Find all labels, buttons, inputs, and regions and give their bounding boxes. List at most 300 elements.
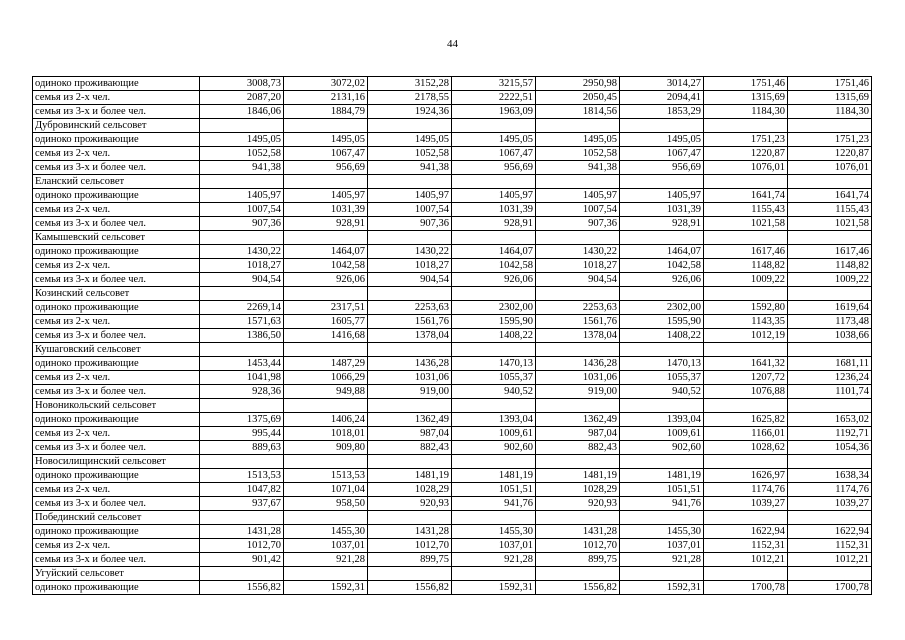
table-cell: 1470,13 bbox=[452, 357, 536, 371]
table-cell: 1143,35 bbox=[704, 315, 788, 329]
table-cell: 1037,01 bbox=[452, 539, 536, 553]
table-cell: 1617,46 bbox=[788, 245, 872, 259]
table-cell: 941,38 bbox=[368, 161, 452, 175]
table-cell: 956,69 bbox=[284, 161, 368, 175]
table-cell bbox=[452, 511, 536, 525]
table-cell bbox=[284, 175, 368, 189]
row-label: Угуйский сельсовет bbox=[33, 567, 200, 581]
table-cell: 1051,51 bbox=[452, 483, 536, 497]
table-cell bbox=[536, 175, 620, 189]
table-cell: 1455,30 bbox=[284, 525, 368, 539]
table-cell: 1166,01 bbox=[704, 427, 788, 441]
table-cell: 928,91 bbox=[452, 217, 536, 231]
table-row bbox=[33, 469, 872, 483]
table-cell bbox=[788, 231, 872, 245]
table-cell bbox=[788, 455, 872, 469]
table-cell bbox=[620, 231, 704, 245]
table-cell: 1028,62 bbox=[704, 441, 788, 455]
table-cell: 1220,87 bbox=[788, 147, 872, 161]
table-cell: 1430,22 bbox=[536, 245, 620, 259]
table-cell: 919,00 bbox=[536, 385, 620, 399]
table-row bbox=[33, 539, 872, 553]
row-label: семья из 2-х чел. bbox=[33, 427, 200, 441]
table-cell: 1052,58 bbox=[368, 147, 452, 161]
table-cell: 1012,70 bbox=[536, 539, 620, 553]
table-cell: 1021,58 bbox=[788, 217, 872, 231]
table-cell: 2302,00 bbox=[620, 301, 704, 315]
table-cell: 1028,29 bbox=[368, 483, 452, 497]
table-cell: 3152,28 bbox=[368, 77, 452, 91]
table-cell bbox=[200, 119, 284, 133]
table-cell bbox=[452, 567, 536, 581]
tariff-table bbox=[32, 76, 872, 595]
table-row bbox=[33, 581, 872, 595]
table-cell: 1038,66 bbox=[788, 329, 872, 343]
row-label: семья из 2-х чел. bbox=[33, 371, 200, 385]
table-cell bbox=[200, 567, 284, 581]
table-cell: 920,93 bbox=[368, 497, 452, 511]
table-row bbox=[33, 343, 872, 357]
table-cell: 1007,54 bbox=[200, 203, 284, 217]
table-cell bbox=[536, 511, 620, 525]
table-cell bbox=[452, 119, 536, 133]
row-label: семья из 2-х чел. bbox=[33, 91, 200, 105]
table-cell: 2222,51 bbox=[452, 91, 536, 105]
table-cell: 1814,56 bbox=[536, 105, 620, 119]
row-label: семья из 3-х и более чел. bbox=[33, 273, 200, 287]
table-row bbox=[33, 203, 872, 217]
table-cell bbox=[536, 399, 620, 413]
table-cell: 1853,29 bbox=[620, 105, 704, 119]
table-cell: 1393,04 bbox=[452, 413, 536, 427]
table-cell bbox=[200, 455, 284, 469]
table-cell: 1619,64 bbox=[788, 301, 872, 315]
table-cell: 1076,01 bbox=[704, 161, 788, 175]
table-cell: 1481,19 bbox=[368, 469, 452, 483]
row-label: Новосилищинский сельсовет bbox=[33, 455, 200, 469]
table-cell: 920,93 bbox=[536, 497, 620, 511]
table-cell bbox=[284, 287, 368, 301]
table-cell bbox=[452, 343, 536, 357]
table-cell: 1481,19 bbox=[620, 469, 704, 483]
table-cell: 956,69 bbox=[620, 161, 704, 175]
table-row bbox=[33, 301, 872, 315]
table-cell bbox=[704, 119, 788, 133]
table-cell: 1101,74 bbox=[788, 385, 872, 399]
table-cell: 1148,82 bbox=[704, 259, 788, 273]
table-cell: 1031,39 bbox=[452, 203, 536, 217]
table-cell: 1436,28 bbox=[536, 357, 620, 371]
table-cell: 1042,58 bbox=[452, 259, 536, 273]
table-cell bbox=[788, 511, 872, 525]
table-cell: 1481,19 bbox=[536, 469, 620, 483]
table-cell: 1405,97 bbox=[452, 189, 536, 203]
table-cell: 1405,97 bbox=[368, 189, 452, 203]
table-cell: 1495,05 bbox=[620, 133, 704, 147]
table-row bbox=[33, 259, 872, 273]
table-cell: 1464,07 bbox=[620, 245, 704, 259]
table-cell: 882,43 bbox=[536, 441, 620, 455]
table-row bbox=[33, 511, 872, 525]
table-cell: 1751,46 bbox=[788, 77, 872, 91]
table-cell: 1641,74 bbox=[788, 189, 872, 203]
table-cell bbox=[536, 455, 620, 469]
table-cell: 1455,30 bbox=[620, 525, 704, 539]
table-cell bbox=[704, 567, 788, 581]
table-cell: 1638,34 bbox=[788, 469, 872, 483]
table-row bbox=[33, 455, 872, 469]
table-cell: 1405,97 bbox=[536, 189, 620, 203]
table-cell: 1067,47 bbox=[284, 147, 368, 161]
table-cell: 941,76 bbox=[620, 497, 704, 511]
table-row bbox=[33, 525, 872, 539]
table-cell: 907,36 bbox=[536, 217, 620, 231]
row-label: семья из 3-х и более чел. bbox=[33, 385, 200, 399]
table-cell: 1751,23 bbox=[704, 133, 788, 147]
table-cell: 1220,87 bbox=[704, 147, 788, 161]
table-cell: 1054,36 bbox=[788, 441, 872, 455]
table-cell: 1174,76 bbox=[788, 483, 872, 497]
table-cell: 956,69 bbox=[452, 161, 536, 175]
table-cell: 1037,01 bbox=[620, 539, 704, 553]
table-row bbox=[33, 371, 872, 385]
table-cell: 1416,68 bbox=[284, 329, 368, 343]
table-cell: 1378,04 bbox=[368, 329, 452, 343]
row-label: одиноко проживающие bbox=[33, 413, 200, 427]
table-cell bbox=[704, 343, 788, 357]
table-cell: 940,52 bbox=[452, 385, 536, 399]
table-cell bbox=[284, 567, 368, 581]
table-cell: 1315,69 bbox=[788, 91, 872, 105]
table-cell: 907,36 bbox=[368, 217, 452, 231]
row-label: семья из 3-х и более чел. bbox=[33, 441, 200, 455]
table-cell bbox=[620, 175, 704, 189]
table-cell: 2087,20 bbox=[200, 91, 284, 105]
table-cell: 1963,09 bbox=[452, 105, 536, 119]
table-cell: 1012,21 bbox=[788, 553, 872, 567]
table-cell: 1018,27 bbox=[536, 259, 620, 273]
table-row bbox=[33, 329, 872, 343]
table-cell: 1031,06 bbox=[368, 371, 452, 385]
table-cell: 1846,06 bbox=[200, 105, 284, 119]
row-label: семья из 3-х и более чел. bbox=[33, 497, 200, 511]
table-cell: 1464,07 bbox=[284, 245, 368, 259]
table-cell bbox=[200, 399, 284, 413]
row-label: семья из 2-х чел. bbox=[33, 539, 200, 553]
table-cell: 1622,94 bbox=[704, 525, 788, 539]
table-cell: 1430,22 bbox=[200, 245, 284, 259]
table-cell: 1487,29 bbox=[284, 357, 368, 371]
table-cell: 1362,49 bbox=[536, 413, 620, 427]
table-cell: 3215,57 bbox=[452, 77, 536, 91]
table-cell: 1155,43 bbox=[788, 203, 872, 217]
table-cell: 1495,05 bbox=[452, 133, 536, 147]
table-cell: 1592,31 bbox=[452, 581, 536, 595]
table-cell: 1009,22 bbox=[704, 273, 788, 287]
table-row bbox=[33, 287, 872, 301]
table-cell: 2950,98 bbox=[536, 77, 620, 91]
table-cell bbox=[620, 343, 704, 357]
table-cell: 904,54 bbox=[536, 273, 620, 287]
table-cell: 1236,24 bbox=[788, 371, 872, 385]
table-cell: 901,42 bbox=[200, 553, 284, 567]
table-cell: 921,28 bbox=[620, 553, 704, 567]
table-cell: 1592,31 bbox=[284, 581, 368, 595]
table-cell bbox=[452, 287, 536, 301]
table-cell: 2050,45 bbox=[536, 91, 620, 105]
row-label: Камышевский сельсовет bbox=[33, 231, 200, 245]
table-cell: 1155,43 bbox=[704, 203, 788, 217]
table-cell: 1495,05 bbox=[200, 133, 284, 147]
table-cell: 1041,98 bbox=[200, 371, 284, 385]
table-cell: 909,80 bbox=[284, 441, 368, 455]
table-cell: 3008,73 bbox=[200, 77, 284, 91]
table-cell bbox=[368, 399, 452, 413]
row-label: одиноко проживающие bbox=[33, 581, 200, 595]
table-cell: 1012,21 bbox=[704, 553, 788, 567]
table-row bbox=[33, 427, 872, 441]
table-cell bbox=[620, 119, 704, 133]
table-cell: 1495,05 bbox=[284, 133, 368, 147]
table-cell: 3014,27 bbox=[620, 77, 704, 91]
table-cell: 1207,72 bbox=[704, 371, 788, 385]
row-label: семья из 2-х чел. bbox=[33, 147, 200, 161]
table-cell bbox=[368, 511, 452, 525]
table-row bbox=[33, 175, 872, 189]
table-cell: 1561,76 bbox=[368, 315, 452, 329]
table-row bbox=[33, 413, 872, 427]
table-cell bbox=[200, 287, 284, 301]
table-cell bbox=[368, 567, 452, 581]
table-cell: 1605,77 bbox=[284, 315, 368, 329]
table-cell: 1375,69 bbox=[200, 413, 284, 427]
table-cell: 1408,22 bbox=[452, 329, 536, 343]
table-cell: 2269,14 bbox=[200, 301, 284, 315]
table-cell bbox=[284, 343, 368, 357]
table-cell: 1626,97 bbox=[704, 469, 788, 483]
table-cell: 1495,05 bbox=[536, 133, 620, 147]
table-cell: 1007,54 bbox=[536, 203, 620, 217]
table-cell: 1071,04 bbox=[284, 483, 368, 497]
table-cell: 1039,27 bbox=[704, 497, 788, 511]
table-cell: 1430,22 bbox=[368, 245, 452, 259]
table-cell bbox=[452, 399, 536, 413]
row-label: одиноко проживающие bbox=[33, 77, 200, 91]
row-label: семья из 2-х чел. bbox=[33, 483, 200, 497]
row-label: Дубровинский сельсовет bbox=[33, 119, 200, 133]
table-cell: 1495,05 bbox=[368, 133, 452, 147]
table-cell: 1076,01 bbox=[788, 161, 872, 175]
table-cell: 1192,71 bbox=[788, 427, 872, 441]
table-cell: 926,06 bbox=[620, 273, 704, 287]
table-cell: 941,38 bbox=[536, 161, 620, 175]
table-row bbox=[33, 273, 872, 287]
table-row bbox=[33, 399, 872, 413]
table-cell: 1047,82 bbox=[200, 483, 284, 497]
table-cell: 928,36 bbox=[200, 385, 284, 399]
table-cell bbox=[368, 287, 452, 301]
table-cell: 2317,51 bbox=[284, 301, 368, 315]
table-cell: 1595,90 bbox=[620, 315, 704, 329]
table-cell: 1393,04 bbox=[620, 413, 704, 427]
table-cell bbox=[368, 119, 452, 133]
table-cell: 1031,06 bbox=[536, 371, 620, 385]
table-cell: 937,67 bbox=[200, 497, 284, 511]
row-label: Еланский сельсовет bbox=[33, 175, 200, 189]
table-row bbox=[33, 77, 872, 91]
table-cell: 1641,74 bbox=[704, 189, 788, 203]
table-row bbox=[33, 315, 872, 329]
table-row bbox=[33, 483, 872, 497]
table-cell bbox=[704, 455, 788, 469]
table-cell: 1751,46 bbox=[704, 77, 788, 91]
table-body bbox=[33, 77, 872, 595]
table-row bbox=[33, 189, 872, 203]
table-cell: 3072,02 bbox=[284, 77, 368, 91]
table-cell: 1012,70 bbox=[368, 539, 452, 553]
page-number: 44 bbox=[447, 38, 458, 50]
table-cell: 889,63 bbox=[200, 441, 284, 455]
table-cell: 2253,63 bbox=[536, 301, 620, 315]
table-cell bbox=[368, 343, 452, 357]
table-row bbox=[33, 133, 872, 147]
table-cell: 1513,53 bbox=[284, 469, 368, 483]
row-label: семья из 3-х и более чел. bbox=[33, 217, 200, 231]
table-cell: 941,76 bbox=[452, 497, 536, 511]
table-cell: 904,54 bbox=[368, 273, 452, 287]
table-cell: 1021,58 bbox=[704, 217, 788, 231]
table-row bbox=[33, 385, 872, 399]
table-cell bbox=[788, 399, 872, 413]
table-cell: 987,04 bbox=[536, 427, 620, 441]
table-cell bbox=[368, 455, 452, 469]
table-cell: 1037,01 bbox=[284, 539, 368, 553]
table-cell: 1315,69 bbox=[704, 91, 788, 105]
table-row bbox=[33, 245, 872, 259]
row-label: семья из 2-х чел. bbox=[33, 259, 200, 273]
row-label: семья из 3-х и более чел. bbox=[33, 553, 200, 567]
table-cell: 1028,29 bbox=[536, 483, 620, 497]
table-cell: 1431,28 bbox=[536, 525, 620, 539]
row-label: семья из 3-х и более чел. bbox=[33, 105, 200, 119]
table-row bbox=[33, 553, 872, 567]
table-cell: 2094,41 bbox=[620, 91, 704, 105]
table-cell: 1007,54 bbox=[368, 203, 452, 217]
table-cell: 1052,58 bbox=[200, 147, 284, 161]
table-cell: 919,00 bbox=[368, 385, 452, 399]
table-cell bbox=[536, 119, 620, 133]
table-cell bbox=[788, 343, 872, 357]
table-cell: 1751,23 bbox=[788, 133, 872, 147]
table-cell: 940,52 bbox=[620, 385, 704, 399]
table-cell bbox=[704, 287, 788, 301]
table-cell: 1067,47 bbox=[452, 147, 536, 161]
row-label: одиноко проживающие bbox=[33, 245, 200, 259]
table-cell: 1042,58 bbox=[620, 259, 704, 273]
table-cell: 1571,63 bbox=[200, 315, 284, 329]
table-cell: 1184,30 bbox=[788, 105, 872, 119]
table-row bbox=[33, 147, 872, 161]
table-cell: 899,75 bbox=[368, 553, 452, 567]
table-cell bbox=[536, 231, 620, 245]
table-cell: 1431,28 bbox=[200, 525, 284, 539]
table-cell: 1052,58 bbox=[536, 147, 620, 161]
table-cell: 1653,02 bbox=[788, 413, 872, 427]
table-cell: 1386,50 bbox=[200, 329, 284, 343]
table-row bbox=[33, 119, 872, 133]
table-cell: 1031,39 bbox=[284, 203, 368, 217]
table-cell: 1592,80 bbox=[704, 301, 788, 315]
table-cell: 1513,53 bbox=[200, 469, 284, 483]
table-cell bbox=[536, 287, 620, 301]
table-row bbox=[33, 105, 872, 119]
table-row bbox=[33, 441, 872, 455]
table-cell: 1455,30 bbox=[452, 525, 536, 539]
table-cell: 1431,28 bbox=[368, 525, 452, 539]
table-cell: 2253,63 bbox=[368, 301, 452, 315]
table-cell: 1076,88 bbox=[704, 385, 788, 399]
table-cell: 1592,31 bbox=[620, 581, 704, 595]
table-cell: 1681,11 bbox=[788, 357, 872, 371]
table-cell: 1031,39 bbox=[620, 203, 704, 217]
row-label: одиноко проживающие bbox=[33, 525, 200, 539]
table-cell: 1700,78 bbox=[704, 581, 788, 595]
table-cell: 1012,19 bbox=[704, 329, 788, 343]
row-label: одиноко проживающие bbox=[33, 469, 200, 483]
table-cell: 1378,04 bbox=[536, 329, 620, 343]
table-cell bbox=[368, 175, 452, 189]
table-row bbox=[33, 357, 872, 371]
table-cell bbox=[200, 511, 284, 525]
row-label: Побединский сельсовет bbox=[33, 511, 200, 525]
table-cell bbox=[788, 287, 872, 301]
table-cell: 1051,51 bbox=[620, 483, 704, 497]
row-label: одиноко проживающие bbox=[33, 133, 200, 147]
table-cell: 1622,94 bbox=[788, 525, 872, 539]
row-label: Новоникольский сельсовет bbox=[33, 399, 200, 413]
table-cell: 1625,82 bbox=[704, 413, 788, 427]
table-cell bbox=[620, 511, 704, 525]
table-cell: 1152,31 bbox=[788, 539, 872, 553]
table-cell: 882,43 bbox=[368, 441, 452, 455]
table-cell: 1405,97 bbox=[200, 189, 284, 203]
table-cell: 1067,47 bbox=[620, 147, 704, 161]
table-cell: 1066,29 bbox=[284, 371, 368, 385]
table-cell: 1924,36 bbox=[368, 105, 452, 119]
table-cell bbox=[284, 119, 368, 133]
table-cell bbox=[704, 175, 788, 189]
table-cell: 1561,76 bbox=[536, 315, 620, 329]
table-cell: 926,06 bbox=[452, 273, 536, 287]
table-cell bbox=[200, 175, 284, 189]
table-cell: 1464,07 bbox=[452, 245, 536, 259]
table-row bbox=[33, 161, 872, 175]
row-label: семья из 2-х чел. bbox=[33, 315, 200, 329]
row-label: одиноко проживающие bbox=[33, 357, 200, 371]
row-label: одиноко проживающие bbox=[33, 301, 200, 315]
table-cell: 928,91 bbox=[620, 217, 704, 231]
table-cell: 1641,32 bbox=[704, 357, 788, 371]
table-cell: 1184,30 bbox=[704, 105, 788, 119]
table-cell bbox=[704, 511, 788, 525]
table-cell: 1884,79 bbox=[284, 105, 368, 119]
table-cell: 1173,48 bbox=[788, 315, 872, 329]
table-cell bbox=[704, 231, 788, 245]
table-cell: 1436,28 bbox=[368, 357, 452, 371]
table-cell bbox=[368, 231, 452, 245]
table-cell: 1148,82 bbox=[788, 259, 872, 273]
table-cell: 1362,49 bbox=[368, 413, 452, 427]
